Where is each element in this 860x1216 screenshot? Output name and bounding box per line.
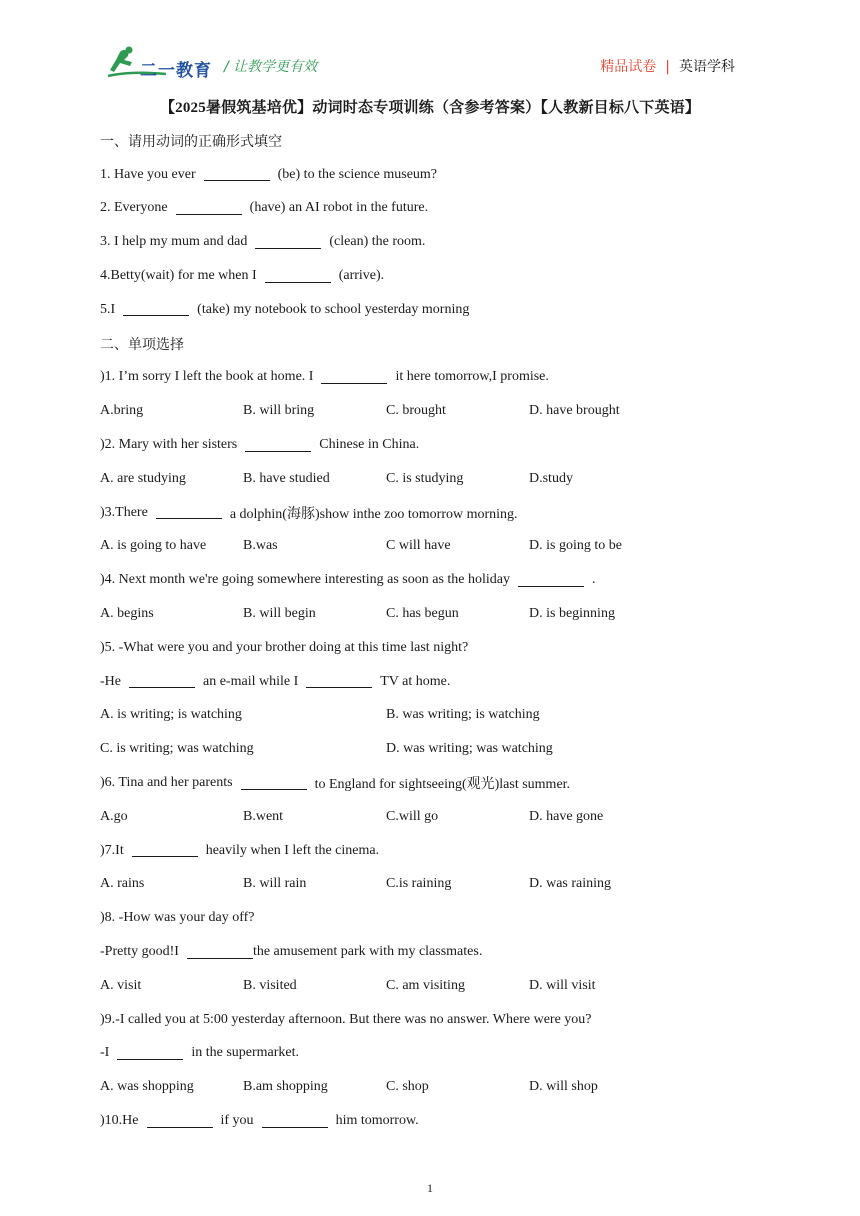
question-text: Chinese in China. — [319, 437, 420, 453]
option-c: C. brought — [386, 403, 446, 419]
option-a: A. is writing; is watching — [100, 707, 242, 723]
option-d: D. will shop — [529, 1079, 598, 1095]
question-dialogue — [100, 1037, 760, 1071]
option-c: C.is raining — [386, 876, 452, 892]
answer-blank — [147, 1115, 213, 1128]
question-text: it here tomorrow,I promise. — [395, 369, 549, 385]
dialogue-text: an e-mail while I — [203, 673, 299, 689]
option-d: D. was writing; was watching — [386, 741, 553, 757]
options-row — [100, 530, 760, 564]
fill-item — [100, 293, 760, 327]
answer-blank — [156, 506, 222, 519]
fill-item — [100, 225, 760, 259]
slogan: / 让教学更有效 — [224, 59, 318, 75]
option-b: B. will begin — [243, 606, 316, 622]
option-d: D. will visit — [529, 977, 596, 993]
section2-heading: 二、单项选择 — [100, 337, 184, 353]
brand-right — [600, 56, 735, 76]
answer-blank — [262, 1115, 328, 1128]
question-text: . — [592, 572, 596, 588]
item-text: 5.I — [100, 301, 116, 317]
option-c: C will have — [386, 538, 451, 554]
dialogue-text: -I — [100, 1045, 110, 1061]
item-text: 4.Betty(wait) for me when I — [100, 268, 257, 284]
option-b: B. have studied — [243, 470, 330, 486]
subject-label: 英语学科 — [679, 59, 735, 75]
question: )5. -What were you and your brother doing at this time last night? — [100, 639, 469, 655]
answer-blank — [132, 844, 198, 857]
option-b: B. visited — [243, 977, 297, 993]
option-c: C. am visiting — [386, 977, 465, 993]
option-a: A.go — [100, 808, 128, 824]
page-header — [0, 0, 860, 92]
logo-text: 二一教育 — [140, 61, 212, 81]
question-text: a dolphin(海豚)show inthe zoo tomorrow morning. — [229, 506, 518, 522]
answer-blank — [123, 303, 189, 316]
options-row — [100, 394, 760, 428]
options-row — [100, 732, 760, 766]
answer-blank — [187, 946, 253, 959]
item-text: (take) my notebook to school yesterday morning — [197, 301, 470, 317]
separator: | — [665, 59, 670, 75]
question-text: )2. Mary with her sisters — [100, 437, 238, 453]
answer-blank — [241, 777, 307, 790]
section1-heading: 一、请用动词的正确形式填空 — [100, 134, 282, 150]
option-a: A. rains — [100, 876, 145, 892]
option-d: D. is going to be — [529, 538, 622, 554]
question — [100, 361, 760, 395]
dialogue-text: the amusement park with my classmates. — [252, 944, 483, 960]
question — [100, 766, 760, 800]
option-c: C. has begun — [386, 606, 459, 622]
option-b: B. was writing; is watching — [386, 707, 540, 723]
question-text: )3.There — [100, 504, 148, 520]
question-text: )7.It — [100, 842, 124, 858]
options-row — [100, 868, 760, 902]
question — [100, 428, 760, 462]
option-c: C. is writing; was watching — [100, 741, 254, 757]
options-row — [100, 462, 760, 496]
dialogue-text: in the supermarket. — [191, 1045, 300, 1061]
exercise-content — [100, 124, 760, 1138]
answer-blank — [518, 574, 584, 587]
document-title: 【2025暑假筑基培优】动词时态专项训练（含参考答案）【人教新目标八下英语】 — [159, 100, 701, 116]
fill-item — [100, 158, 760, 192]
dialogue-text: TV at home. — [380, 673, 451, 689]
item-text: 2. Everyone — [100, 200, 168, 216]
question — [100, 496, 760, 530]
option-c: C.will go — [386, 808, 439, 824]
fill-item — [100, 259, 760, 293]
options-row — [100, 1070, 760, 1104]
option-c: C. is studying — [386, 470, 464, 486]
option-b: B. will rain — [243, 876, 307, 892]
option-a: A.bring — [100, 403, 144, 419]
option-d: D. have brought — [529, 403, 620, 419]
option-c: C. shop — [386, 1079, 429, 1095]
item-text: (clean) the room. — [329, 234, 426, 250]
dialogue-text: -Pretty good!I — [100, 944, 179, 960]
question — [100, 1104, 760, 1138]
fill-item — [100, 192, 760, 226]
option-b: B.went — [243, 808, 284, 824]
question — [100, 563, 760, 597]
answer-blank — [204, 168, 270, 181]
option-a: A. is going to have — [100, 538, 207, 554]
question-text: )1. I’m sorry I left the book at home. I — [100, 369, 314, 385]
option-b: B. will bring — [243, 403, 315, 419]
option-a: A. begins — [100, 606, 154, 622]
item-text: (have) an AI robot in the future. — [249, 200, 429, 216]
question-text: heavily when I left the cinema. — [205, 842, 380, 858]
options-row — [100, 969, 760, 1003]
question — [100, 834, 760, 868]
question-text: if you — [220, 1113, 254, 1128]
answer-blank — [306, 675, 372, 688]
answer-blank — [255, 236, 321, 249]
item-text: (be) to the science museum? — [277, 166, 438, 182]
question: )9.-I called you at 5:00 yesterday afternoon. But there was no answer. Where were you? — [100, 1011, 592, 1027]
option-b: B.am shopping — [243, 1079, 328, 1095]
option-b: B.was — [243, 538, 278, 554]
dialogue-text: -He — [100, 673, 121, 689]
answer-blank — [321, 371, 387, 384]
page-number: 1 — [427, 1181, 433, 1195]
answer-blank — [129, 675, 195, 688]
answer-blank — [265, 270, 331, 283]
question: )8. -How was your day off? — [100, 910, 255, 926]
option-a: A. visit — [100, 977, 142, 993]
question-text: )6. Tina and her parents — [100, 775, 233, 791]
question-dialogue — [100, 665, 760, 699]
options-row — [100, 699, 760, 733]
question-text: him tomorrow. — [335, 1113, 419, 1128]
option-d: D. have gone — [529, 808, 604, 824]
option-d: D. is beginning — [529, 606, 615, 622]
question-text: )4. Next month we're going somewhere interesting as soon as the holiday — [100, 572, 510, 588]
question-text: to England for sightseeing(观光)last summer. — [314, 777, 571, 793]
option-d: D.study — [529, 470, 573, 486]
item-text: (arrive). — [338, 268, 385, 284]
answer-blank — [176, 202, 242, 215]
answer-blank — [117, 1047, 183, 1060]
answer-blank — [245, 439, 311, 452]
option-a: A. are studying — [100, 470, 186, 486]
item-text: 3. I help my mum and dad — [100, 234, 248, 250]
options-row — [100, 800, 760, 834]
item-text: 1. Have you ever — [100, 166, 196, 182]
question-text: )10.He — [100, 1113, 139, 1128]
question-dialogue — [100, 935, 760, 969]
option-a: A. was shopping — [100, 1079, 194, 1095]
options-row — [100, 597, 760, 631]
option-d: D. was raining — [529, 876, 612, 892]
premium-paper-label: 精品试卷 — [600, 59, 657, 75]
